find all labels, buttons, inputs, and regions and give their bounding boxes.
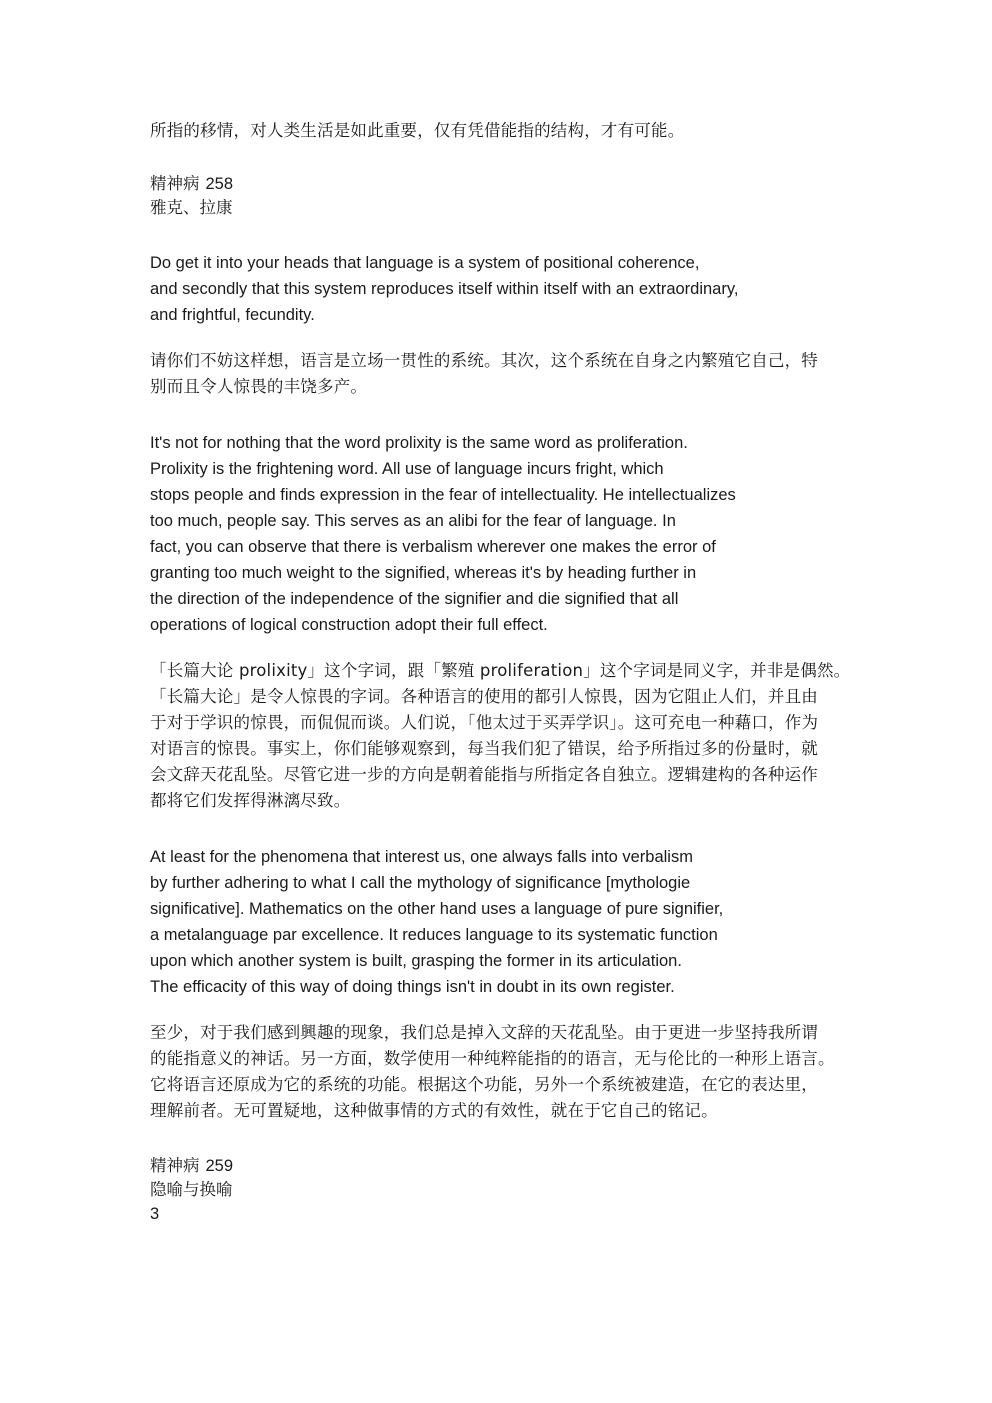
text-line: The efficacity of this way of doing things isn't in doubt in its own register. [150, 978, 675, 996]
header-subtitle: 雅克、拉康 [150, 198, 233, 217]
text-line: 它将语言还原成为它的系统的功能。根据这个功能，另外一个系统被建造，在它的表达里， [150, 1075, 818, 1094]
text-line: too much, people say. This serves as an alibi for the fear of language. In [150, 512, 676, 530]
paragraph-2-en [150, 430, 850, 638]
text-line: 「长篇大论 prolixity」这个字词，跟「繁殖 proliferation」这个字词是同义字，并非是偶然。 [150, 661, 851, 680]
header-label: 精神病 [150, 1156, 200, 1175]
text-line: 理解前者。无可置疑地，这种做事情的方式的有效性，就在于它自己的铭记。 [150, 1101, 718, 1120]
text-line: the direction of the independence of the signifier and die signified that all [150, 590, 679, 608]
text-line: 于对于学识的惊畏，而侃侃而谈。人们说，「他太过于买弄学识」。这可充电一种藉口，作为 [150, 713, 819, 732]
text-line: It's not for nothing that the word prolixity is the same word as proliferation. [150, 434, 688, 452]
page-number: 258 [205, 175, 234, 193]
text-line: 的能指意义的神话。另一方面，数学使用一种纯粹能指的的语言，无与伦比的一种形上语言。 [150, 1049, 835, 1068]
paragraph-1-zh [150, 348, 850, 400]
text-line: 「长篇大论」是令人惊畏的字词。各种语言的使用的都引人惊畏，因为它阻止人们，并且由 [150, 687, 818, 706]
text-line: At least for the phenomena that interest us, one always falls into verbalism [150, 848, 693, 866]
text-line: fact, you can observe that there is verbalism wherever one makes the error of [150, 538, 716, 556]
text-line: granting too much weight to the signified, whereas it's by heading further in [150, 564, 697, 582]
text-line: 请你们不妨这样想，语言是立场一贯性的系统。其次，这个系统在自身之内繁殖它自己，特 [150, 351, 818, 370]
text-line: stops people and finds expression in the fear of intellectuality. He intellectualizes [150, 486, 736, 504]
text-line: by further adhering to what I call the mythology of significance [mythologie [150, 874, 691, 892]
intro-paragraph-zh [150, 118, 850, 144]
running-header-258 [150, 172, 850, 220]
page-number: 259 [205, 1157, 234, 1175]
text-line: a metalanguage par excellence. It reduces language to its systematic function [150, 926, 718, 944]
text-line: 都将它们发挥得淋漓尽致。 [150, 791, 351, 810]
document-page [150, 118, 850, 1226]
text-line: operations of logical construction adopt their full effect. [150, 616, 548, 634]
text-line: 所指的移情，对人类生活是如此重要，仅有凭借能指的结构，才有可能。 [150, 121, 685, 140]
paragraph-1-en [150, 250, 850, 328]
text-line: Do get it into your heads that language is a system of positional coherence, [150, 254, 700, 272]
running-header-259 [150, 1154, 850, 1226]
text-line: 至少，对于我们感到興趣的现象，我们总是掉入文辞的天花乱坠。由于更进一步坚持我所谓 [150, 1023, 818, 1042]
paragraph-2-zh [150, 658, 850, 814]
section-number: 3 [150, 1205, 160, 1223]
text-line: 会文辞天花乱坠。尽管它进一步的方向是朝着能指与所指定各自独立。逻辑建构的各种运作 [150, 765, 818, 784]
text-line: and secondly that this system reproduces itself within itself with an extraordinary, [150, 280, 739, 298]
header-label: 精神病 [150, 174, 200, 193]
text-line: 对语言的惊畏。事实上，你们能够观察到，每当我们犯了错误，给予所指过多的份量时，就 [150, 739, 818, 758]
paragraph-3-en [150, 844, 850, 1000]
text-line: significative]. Mathematics on the other hand uses a language of pure signifier, [150, 900, 724, 918]
text-line: and frightful, fecundity. [150, 306, 315, 324]
header-subtitle: 隐喻与换喻 [150, 1180, 233, 1199]
paragraph-3-zh [150, 1020, 850, 1124]
text-line: 别而且令人惊畏的丰饶多产。 [150, 377, 368, 396]
text-line: Prolixity is the frightening word. All use of language incurs fright, which [150, 460, 664, 478]
text-line: upon which another system is built, grasping the former in its articulation. [150, 952, 682, 970]
